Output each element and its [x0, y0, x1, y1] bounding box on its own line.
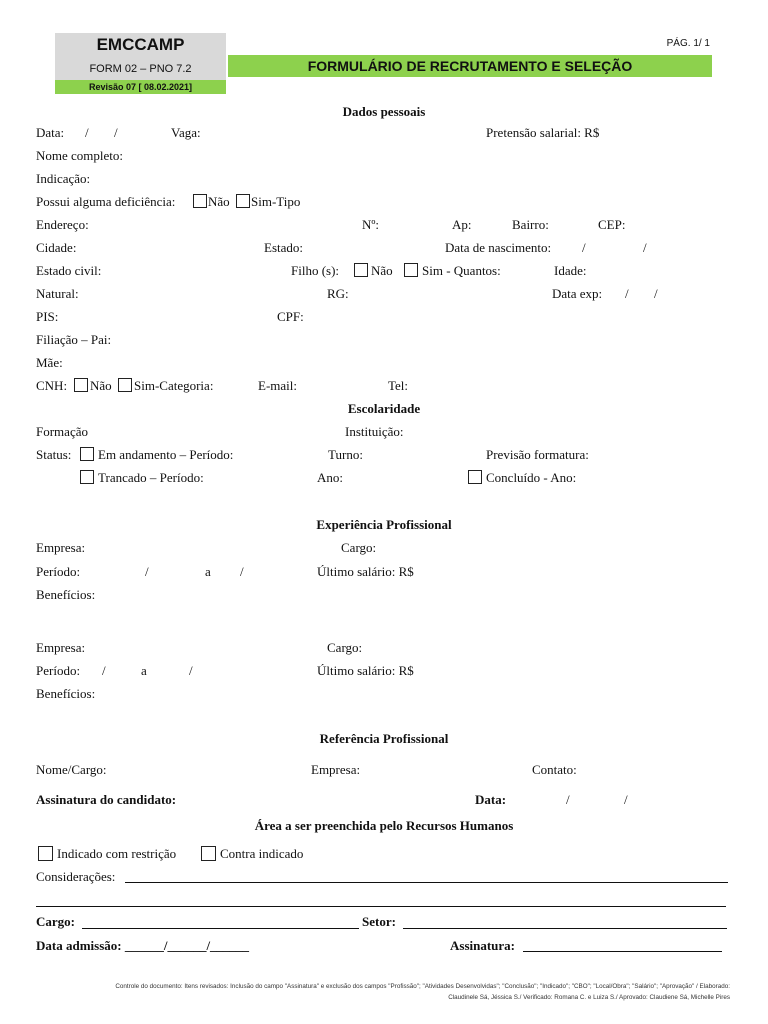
- signature-date-sep: /: [624, 792, 628, 807]
- salary-label: Pretensão salarial: R$: [486, 125, 600, 140]
- date-label: Data:: [36, 125, 65, 140]
- reference-heading: Referência Profissional: [319, 731, 449, 746]
- cnh-label: CNH:: [36, 378, 68, 393]
- admission-label: Data admissão: ______/______/______: [36, 938, 250, 953]
- deficiency-no-checkbox[interactable]: [193, 194, 207, 208]
- mother-label: Mãe:: [36, 355, 63, 370]
- contra-label: Contra indicado: [220, 846, 304, 861]
- footer-line-1: Controle do documento: Itens revisados: Inclusão do campo "Assinatura" e exclusão dos campos "Profissão"; "Atividades Desenvolvidas"; "Conclusão"; "Indicado"; "CBO"; "Local/Obra"; "Salário"; "Aprovação" / Elaborado:: [115, 983, 730, 990]
- exp-sep: /: [654, 286, 658, 301]
- signature-date-label: Data:: [475, 792, 507, 807]
- setor-line[interactable]: [403, 928, 727, 929]
- exp2-slash: /: [102, 663, 106, 678]
- date-sep: /: [85, 125, 89, 140]
- cargo-line[interactable]: [82, 928, 359, 929]
- cnh-yes-label: Sim-Categoria:: [134, 378, 214, 393]
- hr-signature-label: Assinatura:: [450, 938, 516, 953]
- exp2-slash: /: [189, 663, 193, 678]
- state-label: Estado:: [264, 240, 303, 255]
- exp1-role-label: Cargo:: [341, 540, 377, 555]
- footer-line-2: Claudinele Sá, Jéssica S./ Verificado: Romana C. e Luiza S./ Aprovado: Claudiene Sá, Michelle Pires: [448, 994, 730, 1001]
- page-number: PÁG. 1/ 1: [666, 38, 710, 49]
- formation-label: Formação: [36, 424, 88, 439]
- address-label: Endereço:: [36, 217, 89, 232]
- exp1-last-salary-label: Último salário: R$: [317, 564, 414, 579]
- exp-date-label: Data exp:: [552, 286, 603, 301]
- concluded-checkbox[interactable]: [468, 470, 482, 484]
- candidate-signature-label: Assinatura do candidato:: [36, 792, 177, 807]
- cpf-label: CPF:: [277, 309, 304, 324]
- cnh-no-label: Não: [90, 378, 112, 393]
- in-progress-checkbox[interactable]: [80, 447, 94, 461]
- ap-label: Ap:: [452, 217, 472, 232]
- email-label: E-mail:: [258, 378, 297, 393]
- year-label: Ano:: [317, 470, 343, 485]
- exp-sep: /: [625, 286, 629, 301]
- number-label: Nº:: [362, 217, 380, 232]
- considerations-line-2[interactable]: [36, 906, 726, 907]
- exp2-benefits-label: Benefícios:: [36, 686, 96, 701]
- restricted-label: Indicado com restrição: [57, 846, 177, 861]
- date-sep: /: [114, 125, 118, 140]
- full-name-label: Nome completo:: [36, 148, 124, 163]
- vaga-label: Vaga:: [171, 125, 201, 140]
- pis-label: PIS:: [36, 309, 59, 324]
- age-label: Idade:: [554, 263, 587, 278]
- revision-label: Revisão 07 [ 08.02.2021]: [88, 82, 193, 92]
- cnh-yes-checkbox[interactable]: [118, 378, 132, 392]
- form-code: FORM 02 – PNO 7.2: [89, 63, 192, 75]
- forecast-label: Previsão formatura:: [486, 447, 589, 462]
- shift-label: Turno:: [328, 447, 363, 462]
- locked-checkbox[interactable]: [80, 470, 94, 484]
- reference-contact-label: Contato:: [532, 762, 577, 777]
- form-title: FORMULÁRIO DE RECRUTAMENTO E SELEÇÃO: [307, 58, 633, 74]
- children-no-label: Não: [371, 263, 393, 278]
- deficiency-yes-label: Sim-Tipo: [251, 194, 301, 209]
- exp2-a: a: [141, 663, 147, 678]
- exp1-a: a: [205, 564, 211, 579]
- considerations-label: Considerações:: [36, 869, 116, 884]
- exp1-period-label: Período:: [36, 564, 81, 579]
- education-heading: Escolaridade: [347, 401, 421, 416]
- considerations-line[interactable]: [125, 882, 728, 883]
- exp2-last-salary-label: Último salário: R$: [317, 663, 414, 678]
- children-yes-label: Sim - Quantos:: [422, 263, 501, 278]
- contra-checkbox[interactable]: [201, 846, 216, 861]
- signature-date-sep: /: [566, 792, 570, 807]
- cep-label: CEP:: [598, 217, 626, 232]
- children-yes-checkbox[interactable]: [404, 263, 418, 277]
- setor-label: Setor:: [362, 914, 396, 929]
- deficiency-yes-checkbox[interactable]: [236, 194, 250, 208]
- restricted-checkbox[interactable]: [38, 846, 53, 861]
- children-label: Filho (s):: [291, 263, 340, 278]
- concluded-label: Concluído - Ano:: [486, 470, 577, 485]
- hr-heading: Área a ser preenchida pelo Recursos Humanos: [254, 818, 514, 833]
- natural-label: Natural:: [36, 286, 79, 301]
- experience-heading: Experiência Profissional: [316, 517, 452, 532]
- personal-heading: Dados pessoais: [342, 104, 426, 119]
- birth-label: Data de nascimento:: [445, 240, 552, 255]
- exp1-company-label: Empresa:: [36, 540, 86, 555]
- father-label: Filiação – Pai:: [36, 332, 112, 347]
- company-name: EMCCAMP: [96, 35, 185, 54]
- indicacao-label: Indicação:: [36, 171, 91, 186]
- city-label: Cidade:: [36, 240, 77, 255]
- exp1-benefits-label: Benefícios:: [36, 587, 96, 602]
- reference-company-label: Empresa:: [311, 762, 361, 777]
- in-progress-label: Em andamento – Período:: [98, 447, 234, 462]
- cargo-label: Cargo:: [36, 914, 75, 929]
- rg-label: RG:: [327, 286, 349, 301]
- birth-sep: /: [582, 240, 586, 255]
- cnh-no-checkbox[interactable]: [74, 378, 88, 392]
- children-no-checkbox[interactable]: [354, 263, 368, 277]
- reference-name-label: Nome/Cargo:: [36, 762, 107, 777]
- exp2-role-label: Cargo:: [327, 640, 363, 655]
- exp2-period-label: Período:: [36, 663, 81, 678]
- civil-label: Estado civil:: [36, 263, 102, 278]
- deficiency-no-label: Não: [208, 194, 230, 209]
- exp1-slash: /: [145, 564, 149, 579]
- institution-label: Instituição:: [345, 424, 404, 439]
- exp1-slash: /: [240, 564, 244, 579]
- hr-signature-line[interactable]: [523, 951, 722, 952]
- tel-label: Tel:: [388, 378, 409, 393]
- birth-sep: /: [643, 240, 647, 255]
- status-label: Status:: [36, 447, 72, 462]
- locked-label: Trancado – Período:: [98, 470, 204, 485]
- deficiency-label: Possui alguma deficiência:: [36, 194, 176, 209]
- exp2-company-label: Empresa:: [36, 640, 86, 655]
- bairro-label: Bairro:: [512, 217, 549, 232]
